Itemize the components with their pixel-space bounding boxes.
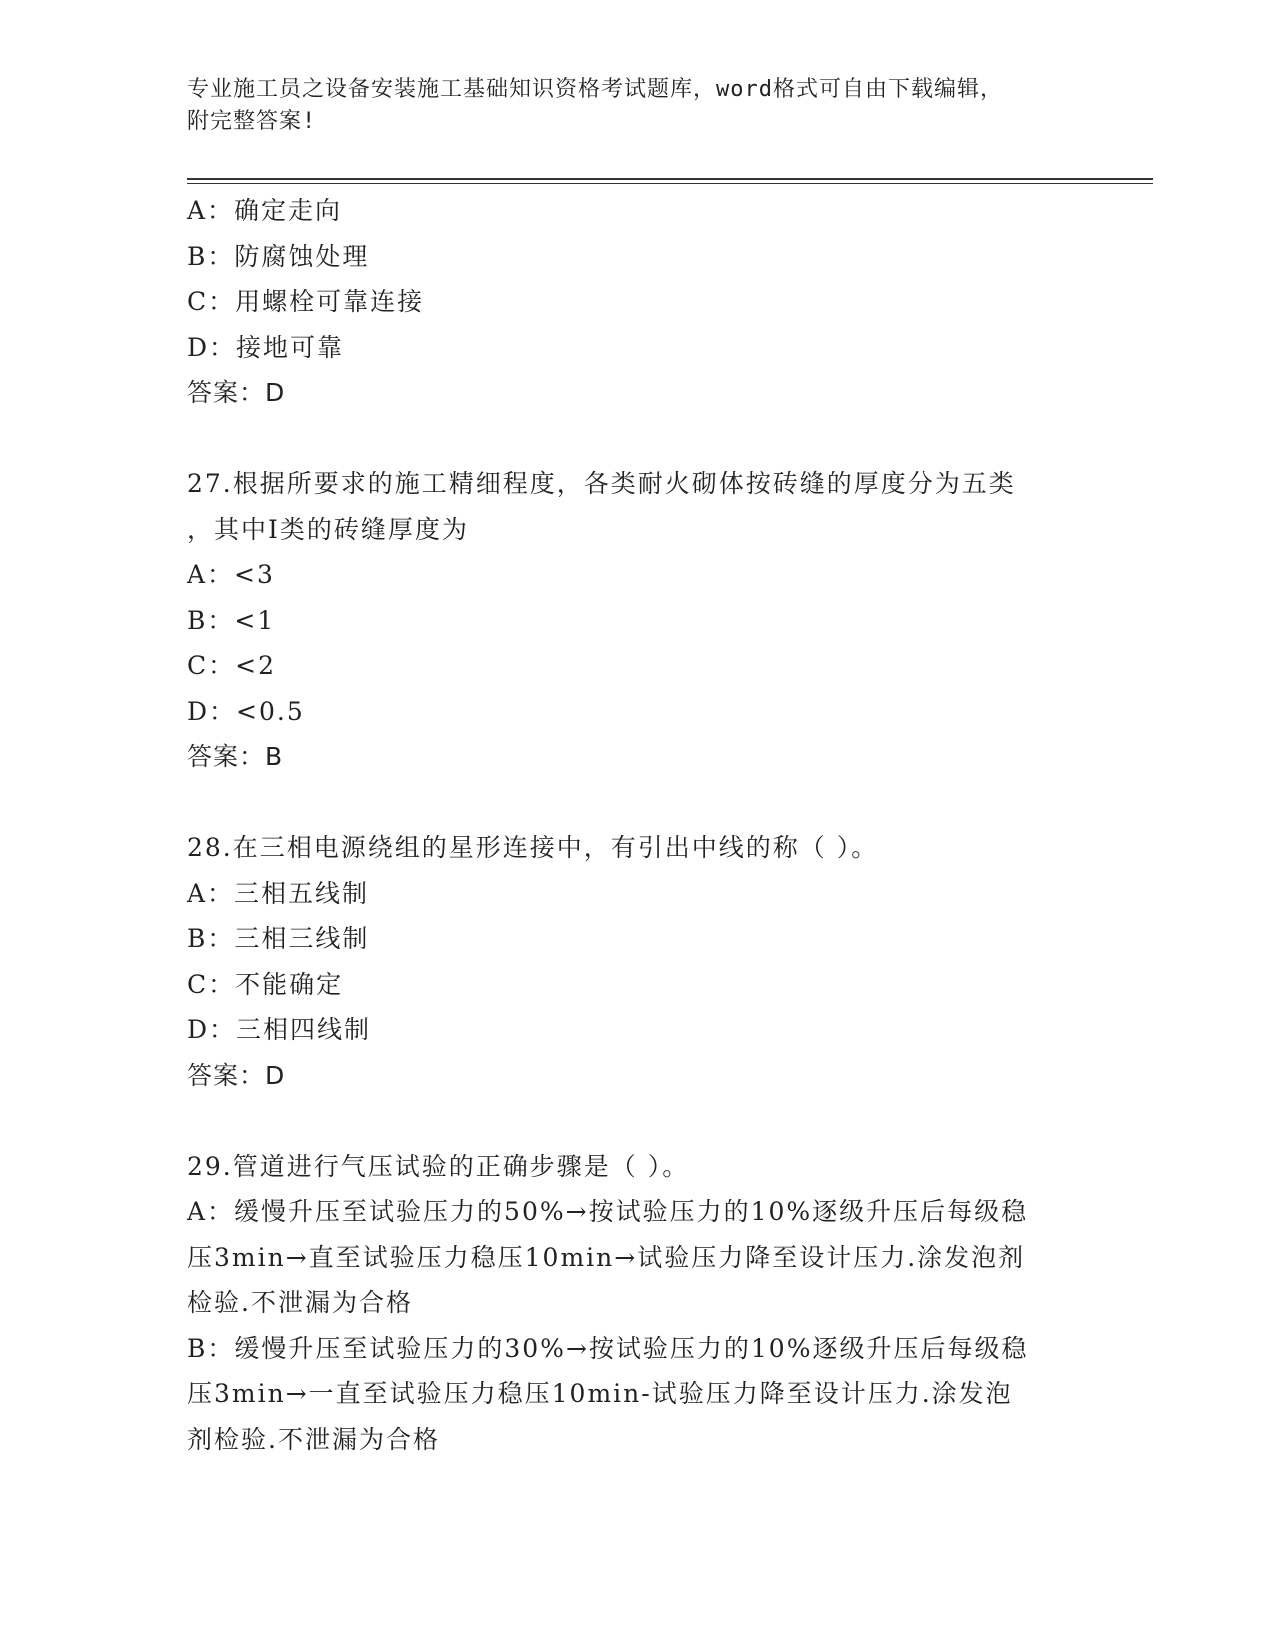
option-b-continued: 压3min→一直至试验压力稳压10min-试验压力降至设计压力.涂发泡	[187, 1379, 1013, 1408]
option-d: D：<0.5	[187, 696, 305, 726]
option-c: C：<2	[187, 651, 276, 680]
option-a: A：缓慢升压至试验压力的50%→按试验压力的10%逐级升压后每级稳	[187, 1197, 1029, 1226]
header-line-1: 专业施工员之设备安装施工基础知识资格考试题库，word格式可自由下载编辑，	[187, 77, 1003, 102]
answer-line: 答案：D	[187, 378, 286, 407]
question-27	[187, 461, 1087, 780]
option-b: B：防腐蚀处理	[187, 241, 370, 271]
spacer	[187, 1098, 1087, 1144]
header-divider-thick	[187, 178, 1153, 180]
question-28	[187, 825, 1087, 1098]
answer-line: 答案：D	[187, 1060, 286, 1090]
spacer	[187, 416, 1087, 462]
option-a: A：确定走向	[187, 196, 343, 225]
option-b: B：<1	[187, 605, 276, 635]
question-list	[187, 188, 1087, 1462]
document-header	[187, 74, 1087, 138]
option-d: D：三相四线制	[187, 1015, 372, 1044]
option-a: A：三相五线制	[187, 878, 370, 908]
option-d: D：接地可靠	[187, 332, 345, 362]
question-26	[187, 188, 1087, 416]
header-divider-thin	[187, 183, 1153, 184]
option-b: B：三相三线制	[187, 924, 370, 953]
option-a-continued: 检验.不泄漏为合格	[187, 1288, 413, 1317]
spacer	[187, 780, 1087, 826]
header-line-2: 附完整答案!	[187, 109, 317, 134]
option-c: C：用螺栓可靠连接	[187, 287, 425, 316]
question-stem-continued: ，其中Ⅰ类的砖缝厚度为	[187, 514, 469, 544]
question-stem: 27.根据所要求的施工精细程度，各类耐火砌体按砖缝的厚度分为五类	[187, 469, 1016, 498]
question-stem: 29.管道进行气压试验的正确步骤是（ ）。	[187, 1151, 690, 1181]
question-29	[187, 1144, 1087, 1463]
option-a: A：<3	[187, 560, 275, 589]
question-stem: 28.在三相电源绕组的星形连接中，有引出中线的称（ ）。	[187, 833, 879, 862]
answer-line: 答案：B	[187, 742, 284, 771]
option-c: C：不能确定	[187, 969, 344, 999]
option-b: B：缓慢升压至试验压力的30%→按试验压力的10%逐级升压后每级稳	[187, 1333, 1029, 1363]
option-a-continued: 压3min→直至试验压力稳压10min→试验压力降至设计压力.涂发泡剂	[187, 1242, 1026, 1272]
option-b-continued: 剂检验.不泄漏为合格	[187, 1424, 440, 1454]
